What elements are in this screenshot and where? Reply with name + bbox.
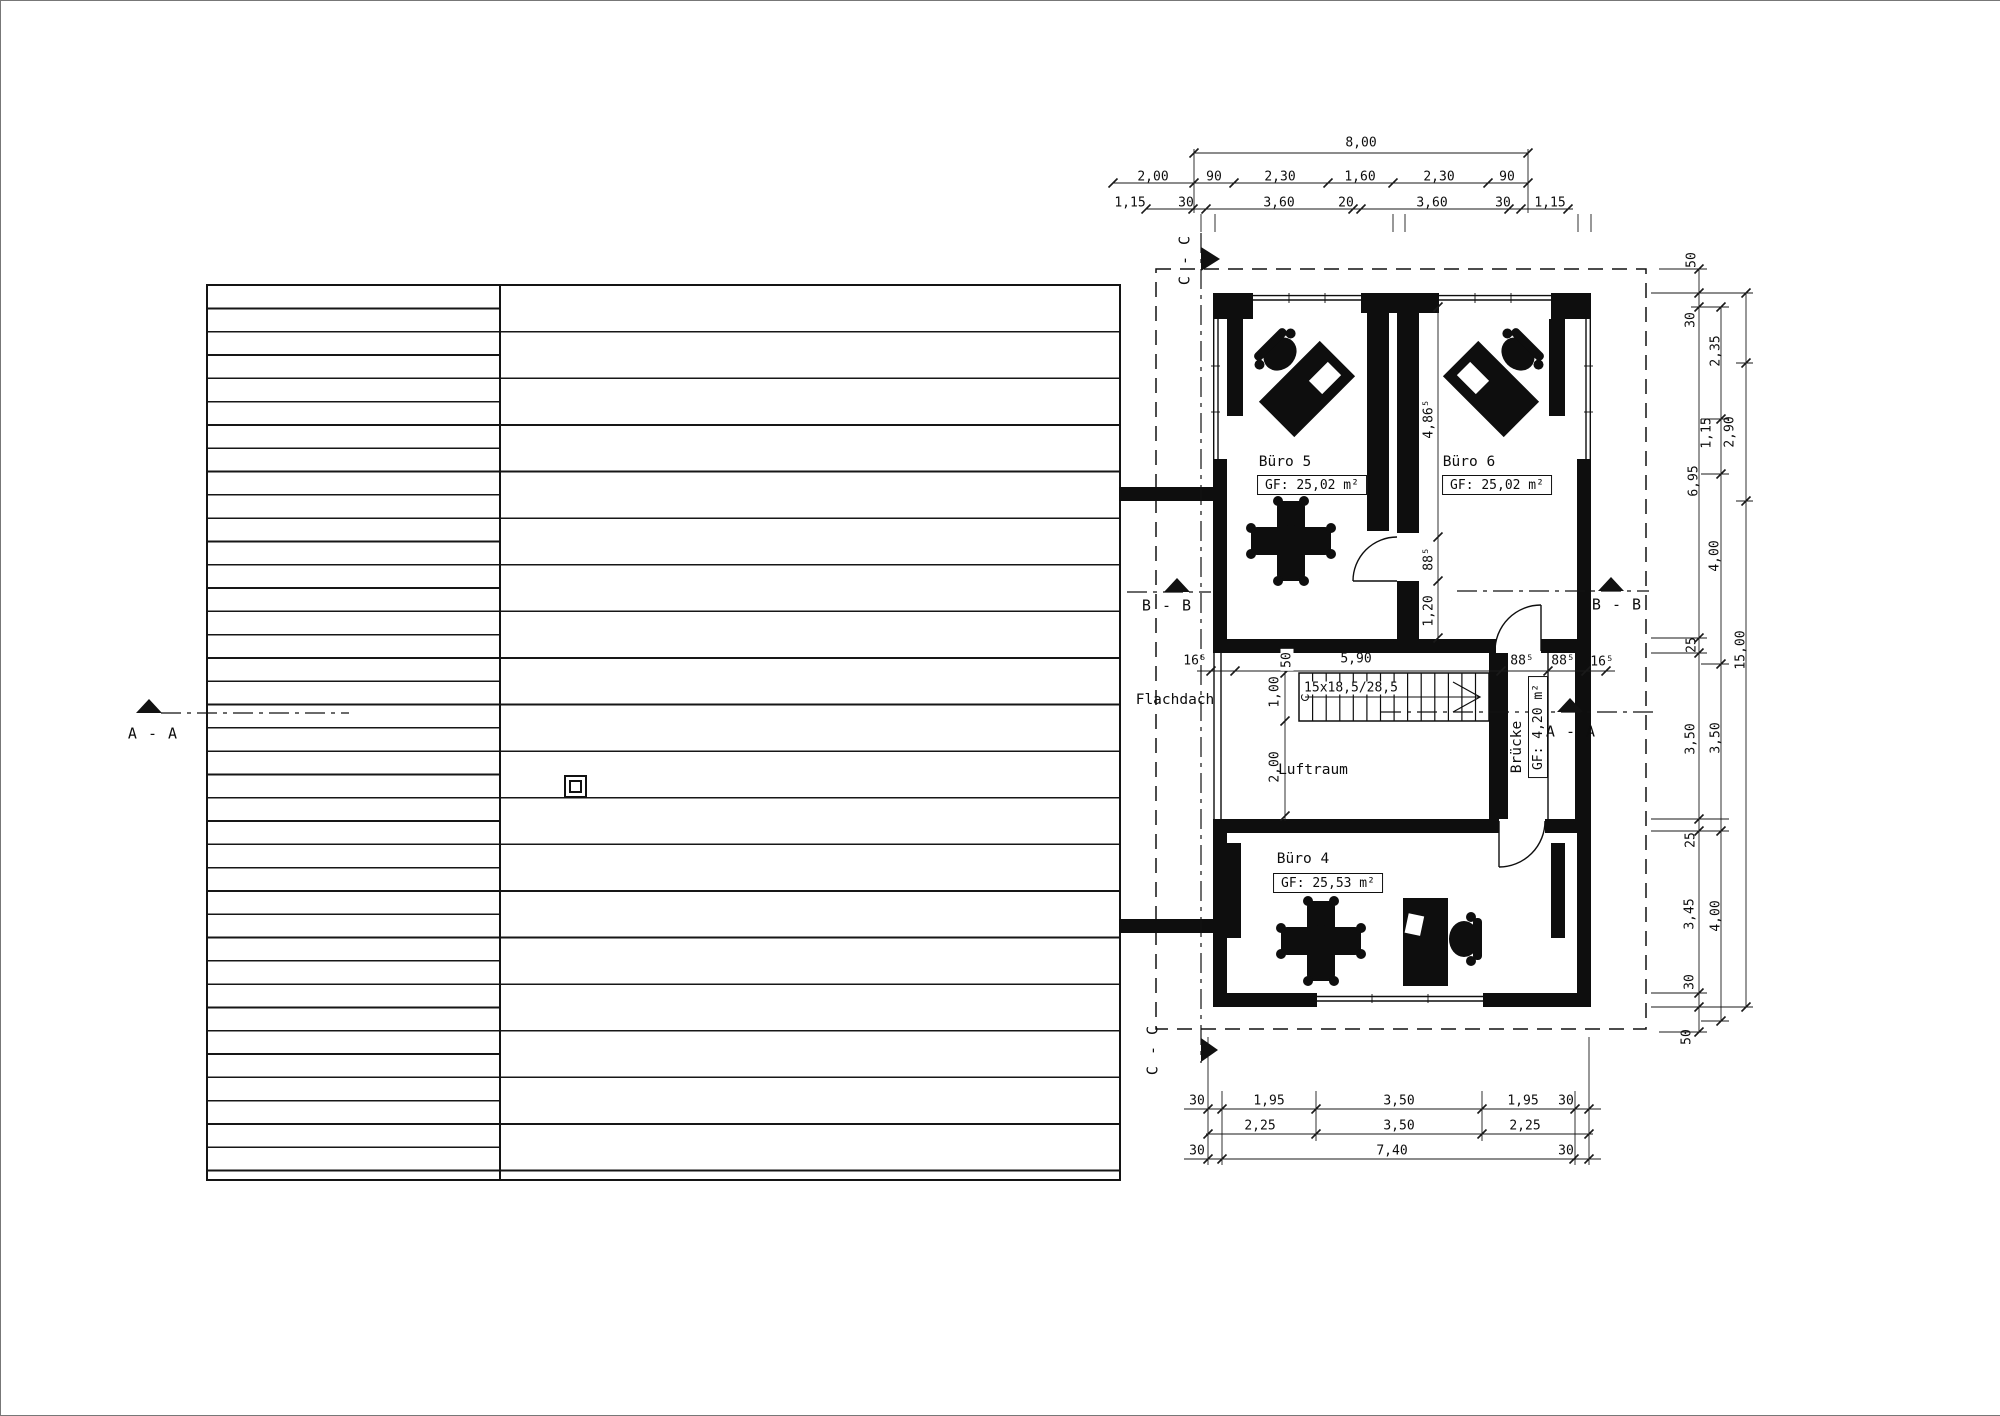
dim-label: 2,25	[1244, 1118, 1276, 1134]
dim-label: 2,00	[1137, 169, 1169, 185]
dim-label: 3,50	[1683, 723, 1699, 755]
dim-label: 1,95	[1507, 1093, 1539, 1109]
dim-label: 4,00	[1707, 540, 1723, 572]
dim-label: 4,86⁵	[1421, 399, 1437, 439]
section-label-cc-bottom: C - C	[1143, 1024, 1162, 1076]
meeting-table-buero4	[1276, 896, 1366, 986]
dim-label: 1,15	[1114, 195, 1146, 211]
dim-label: 30	[1558, 1093, 1574, 1109]
meeting-table-buero5	[1246, 496, 1336, 586]
dim-label: 30	[1189, 1143, 1205, 1159]
dim-label: 88⁵	[1421, 547, 1437, 571]
section-label-bb-right: B - B	[1591, 595, 1643, 614]
dim-label: 30	[1178, 195, 1194, 211]
dim-label: 1,60	[1344, 169, 1376, 185]
dim-label: 30	[1682, 974, 1698, 990]
dim-label: 3,50	[1383, 1093, 1415, 1109]
dim-label: 2,35	[1708, 335, 1724, 367]
section-label-aa-left: A - A	[127, 724, 179, 743]
dim-label: 50	[1281, 649, 1294, 671]
dim-label: 90	[1499, 169, 1515, 185]
dim-label: 50	[1679, 1029, 1695, 1045]
room-area-buero4: GF: 25,53 m²	[1273, 873, 1383, 893]
dim-label: 3,50	[1383, 1118, 1415, 1134]
section-arrow-cc-bottom	[1201, 1038, 1218, 1062]
roof-label: Flachdach	[1135, 691, 1215, 708]
dim-label: 16⁵	[1590, 654, 1614, 670]
dim-label: 30	[1558, 1143, 1574, 1159]
room-area-buero6: GF: 25,02 m²	[1442, 475, 1552, 495]
dim-label: 8,00	[1345, 135, 1377, 151]
section-label-aa-right: A - A	[1545, 722, 1597, 741]
dim-label: 3,50	[1708, 722, 1724, 754]
monitor-buero4	[1404, 913, 1425, 937]
room-name-buero4: Büro 4	[1276, 850, 1330, 867]
section-arrow-bb-left	[1164, 578, 1190, 592]
room-area-buero5: GF: 25,02 m²	[1257, 475, 1367, 495]
section-label-bb-left: B - B	[1141, 596, 1193, 615]
dim-label: 2,25	[1509, 1118, 1541, 1134]
chair-buero4	[1449, 912, 1482, 966]
dim-label: 7,40	[1376, 1143, 1408, 1159]
dim-label: 30	[1683, 312, 1699, 328]
section-arrow-cc-top	[1201, 247, 1220, 271]
dim-label: 5,90	[1340, 651, 1372, 667]
room-area-bruecke: GF: 4,20 m²	[1528, 676, 1548, 778]
dim-label: 1,95	[1253, 1093, 1285, 1109]
section-arrow-aa-left	[136, 699, 162, 713]
room-name-buero6: Büro 6	[1442, 453, 1496, 470]
dim-label: 25	[1683, 832, 1699, 848]
dim-label: 1,15	[1699, 417, 1715, 449]
desk-buero4	[1403, 898, 1448, 986]
dim-label: 3,60	[1263, 195, 1295, 211]
dim-label: 3,60	[1416, 195, 1448, 211]
section-arrow-bb-right	[1598, 577, 1624, 591]
room-name-bruecke: Brücke	[1508, 720, 1525, 774]
dim-label: 2,00	[1267, 751, 1283, 783]
room-name-luftraum: Luftraum	[1278, 761, 1348, 778]
dim-label: 4,00	[1708, 900, 1724, 932]
dim-label: 25	[1684, 637, 1700, 653]
dim-label: 6,95	[1686, 465, 1702, 497]
dim-label: 30	[1495, 195, 1511, 211]
room-name-buero5: Büro 5	[1258, 453, 1312, 470]
dim-label: 1,20	[1421, 595, 1437, 627]
dim-label: 1,15	[1534, 195, 1566, 211]
stair-label: 15x18,5/28,5	[1301, 682, 1401, 695]
dim-label: 90	[1206, 169, 1222, 185]
dim-label: 16⁵	[1183, 653, 1207, 669]
dim-label: 2,30	[1423, 169, 1455, 185]
dim-label: 88⁵	[1510, 653, 1534, 669]
dim-label: 50	[1684, 252, 1700, 268]
dim-label: 1,00	[1267, 676, 1283, 708]
floor-plan-svg	[1, 1, 2000, 1415]
dim-label: 20	[1338, 195, 1354, 211]
dim-label: 88⁵	[1551, 653, 1575, 669]
dim-label: 15,00	[1733, 630, 1749, 670]
dim-label: 2,30	[1264, 169, 1296, 185]
section-label-cc-top: C - C	[1175, 234, 1194, 286]
dim-label: 30	[1189, 1093, 1205, 1109]
dim-label: 3,45	[1682, 898, 1698, 930]
dim-label: 2,90	[1722, 416, 1738, 448]
